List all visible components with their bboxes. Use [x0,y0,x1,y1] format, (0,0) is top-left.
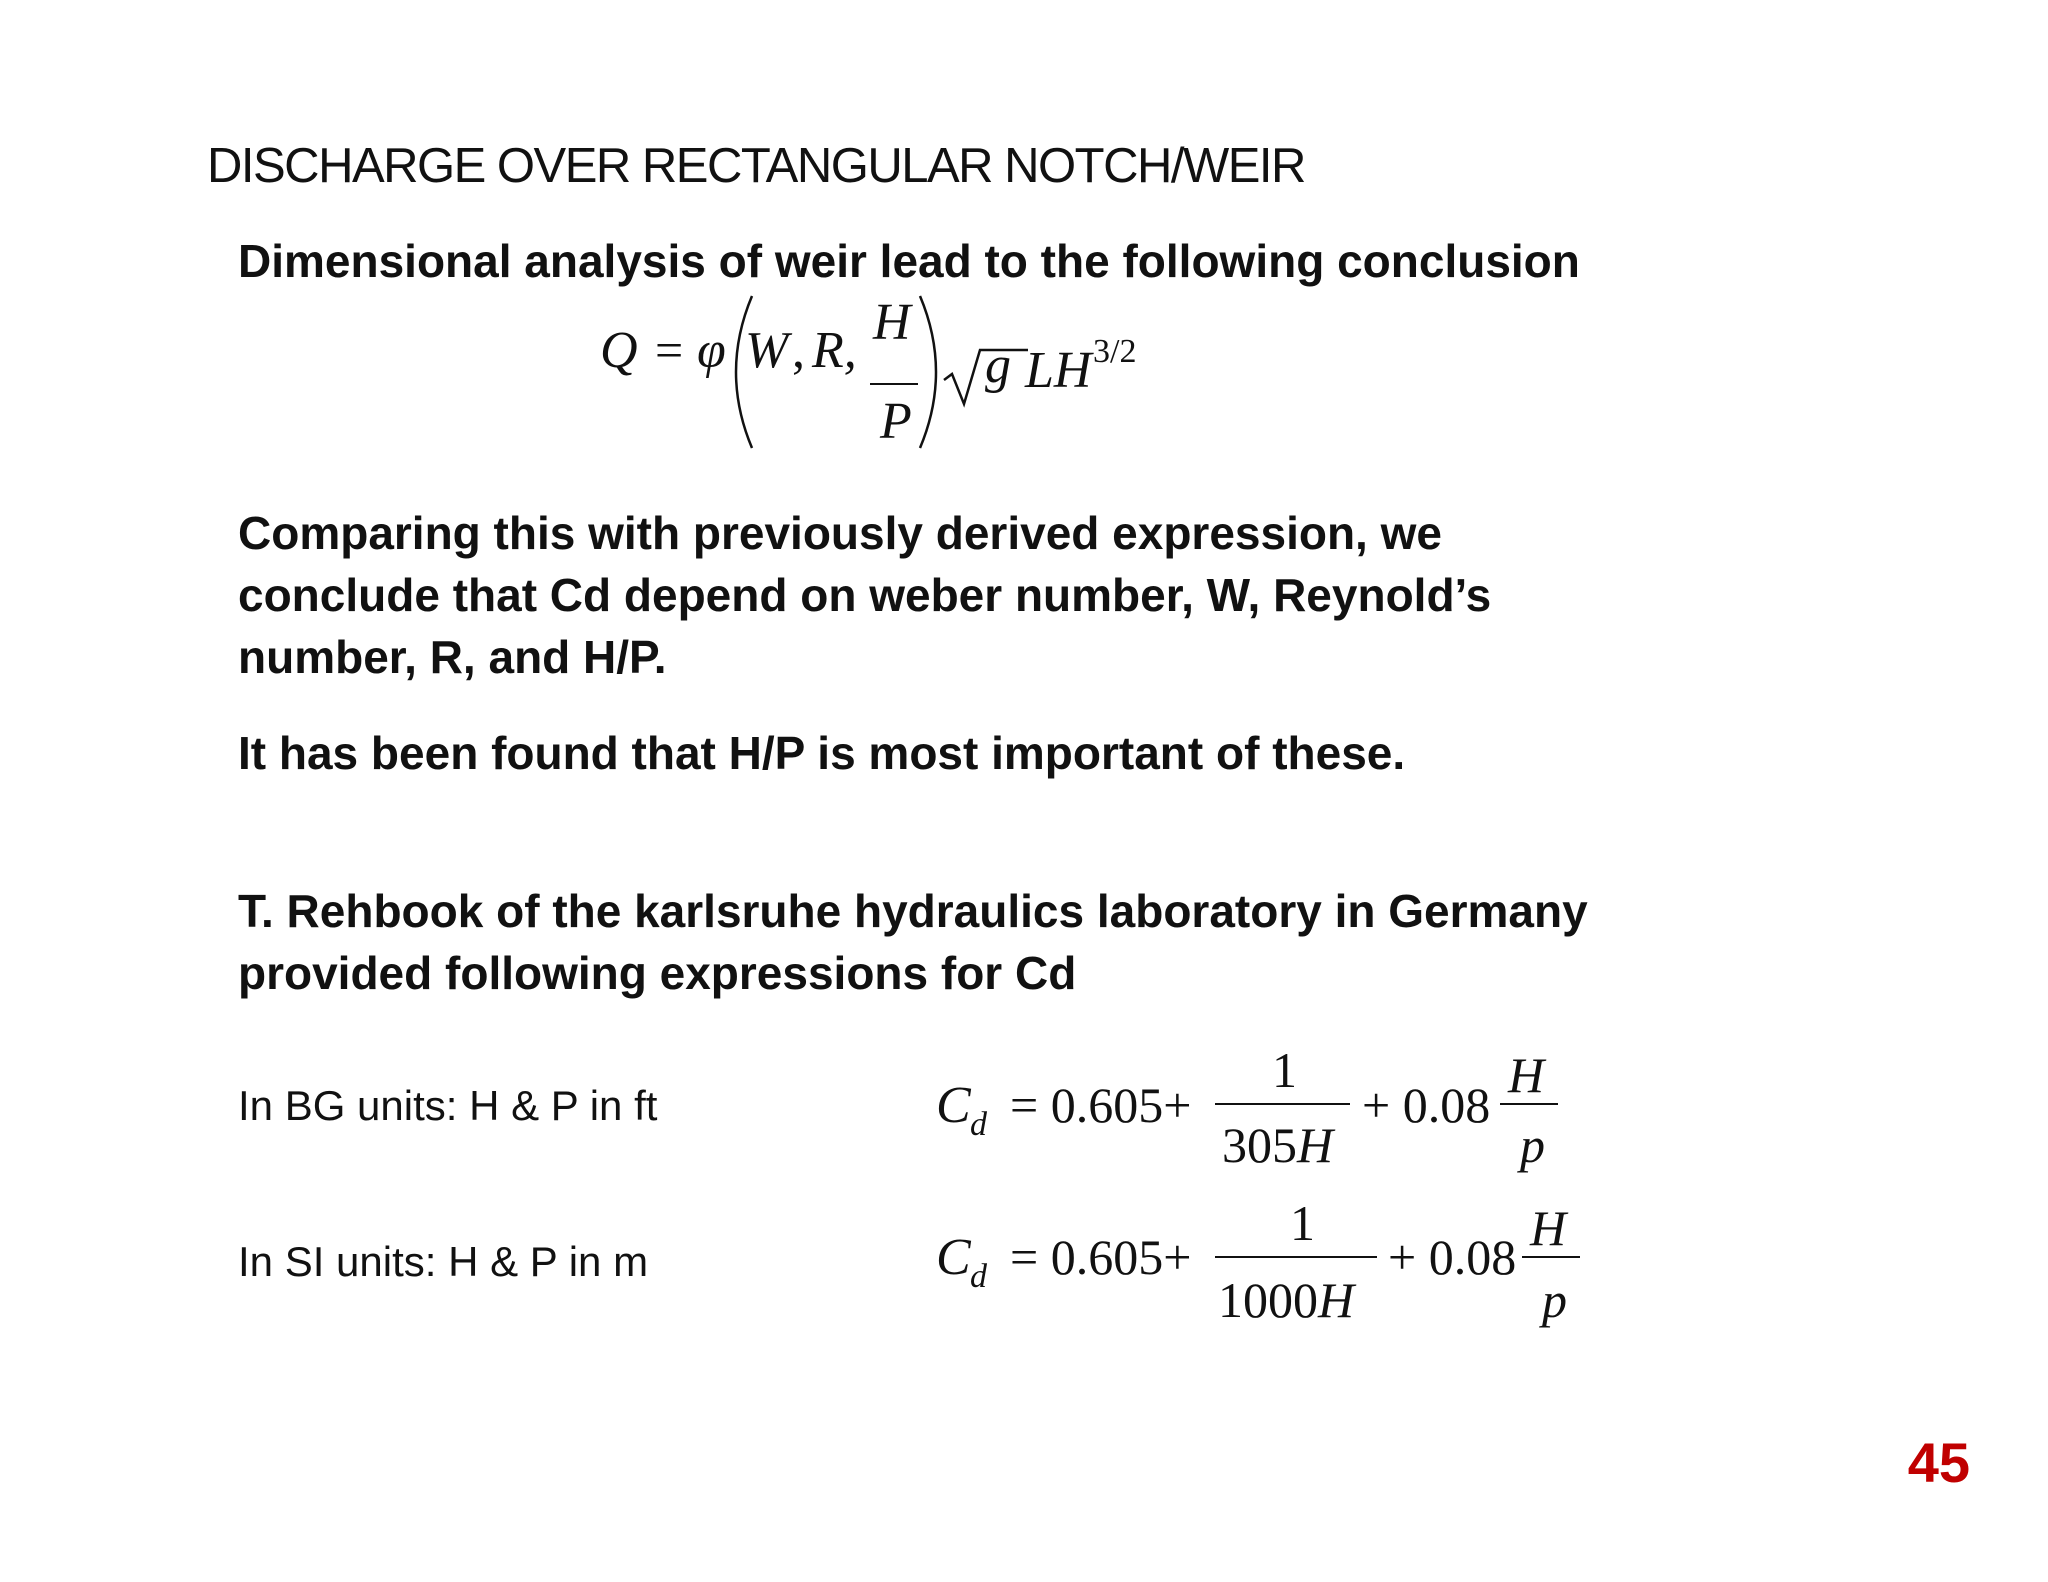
eq-q-frac-num: H [873,294,911,351]
cd-bg-sub: d [970,1106,987,1143]
comparison-paragraph [238,502,1491,688]
cd-si-fraction-bar [1215,1256,1377,1258]
eq-q-phi: φ [697,322,726,379]
cd-si-ratio-p: p [1542,1272,1567,1328]
cd-si-c: C [936,1229,971,1286]
eq-q-w: W [745,322,789,379]
rehbock-line: T. Rehbook of the karlsruhe hydraulics laboratory in Germany [238,885,1588,937]
cd-bg-ratio-bar [1500,1103,1558,1105]
cd-si-coefficient: + 0.08 [1388,1229,1517,1285]
eq-q-frac-den: P [880,393,912,450]
importance-text: It has been found that H/P is most important of these. [238,727,1406,779]
cd-si-ratio-h: H [1530,1200,1567,1256]
cd-si-numerator: 1 [1290,1195,1315,1251]
cd-si-denominator-h: H [1318,1272,1355,1328]
si-units-label: In SI units: H & P in m [238,1238,649,1285]
cd-si-sub: d [970,1258,987,1295]
slide-title: DISCHARGE OVER RECTANGULAR NOTCH/WEIR [207,139,1305,193]
rehbock-line: provided following expressions for Cd [238,947,1077,999]
cd-bg-numerator: 1 [1272,1042,1297,1098]
eq-q-comma: , [792,322,805,379]
eq-q-exponent: 3/2 [1093,333,1137,370]
cd-bg-denominator-h: H [1297,1117,1334,1173]
eq-q-lhs: Q [600,322,638,379]
cd-si-constant: = 0.605+ [1010,1229,1192,1285]
rehbock-paragraph [238,880,1588,1004]
cd-bg-ratio-p: p [1520,1117,1545,1173]
intro-text: Dimensional analysis of weir lead to the following conclusion [238,235,1580,287]
cd-si-denominator-number: 1000 [1218,1272,1318,1328]
eq-q-equals: = [655,322,684,378]
cd-bg-fraction-bar [1215,1103,1350,1105]
comparison-line: Comparing this with previously derived expression, we [238,507,1442,559]
cd-bg-ratio-h: H [1508,1047,1545,1103]
eq-q-g: g [985,337,1011,394]
comparison-line: number, R, and H/P. [238,631,667,683]
cd-bg-coefficient: + 0.08 [1362,1077,1491,1133]
eq-q-r: R, [812,322,857,379]
cd-si-ratio-bar [1522,1256,1580,1258]
cd-bg-constant: = 0.605+ [1010,1077,1192,1133]
bg-units-label: In BG units: H & P in ft [238,1082,658,1129]
page-number: 45 [1907,1431,1970,1494]
comparison-line: conclude that Cd depend on weber number, W, Reynold’s [238,569,1492,621]
eq-q-lh: LH [1025,342,1092,399]
cd-bg-denominator-number: 305 [1222,1117,1297,1173]
cd-bg-c: C [936,1077,971,1134]
